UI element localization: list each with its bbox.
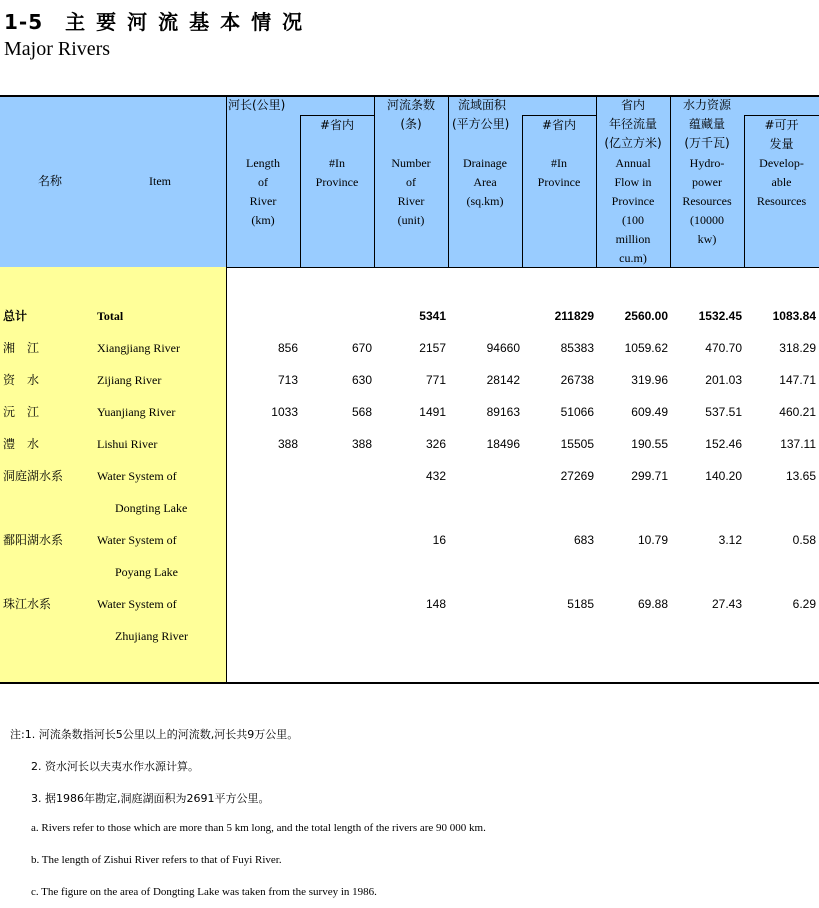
table-bottom-border <box>0 682 819 684</box>
cell-length: 856 <box>277 341 298 355</box>
cell-dev: 6.29 <box>792 597 816 611</box>
row-name-cn: 珠江水系 <box>3 597 52 611</box>
cell-length-in: 568 <box>351 405 372 419</box>
cell-number: 5341 <box>419 309 446 323</box>
row-item-en: Water System of <box>97 597 177 611</box>
cell-hydro: 140.20 <box>705 469 742 483</box>
header-area-en: Drainage Area (sq.km) <box>463 156 507 208</box>
row-item-en: Poyang Lake <box>115 565 178 579</box>
page-title-en: Major Rivers <box>4 38 111 60</box>
cell-area-in: 15505 <box>560 437 594 451</box>
row-name-cn: 总计 <box>3 309 28 323</box>
row-item-en: Lishui River <box>97 437 158 451</box>
header-number-en: Number of River (unit) <box>391 156 431 227</box>
cell-area-in: 211829 <box>554 309 594 323</box>
cell-dev: 13.65 <box>785 469 816 483</box>
cell-dev: 147.71 <box>779 373 816 387</box>
row-name-cn: 沅 江 <box>3 405 40 419</box>
header-hydro-cn: 水力资源 蕴藏量 (万千瓦) <box>682 98 731 150</box>
cell-flow: 319.96 <box>631 373 668 387</box>
cell-flow: 299.71 <box>631 469 668 483</box>
row-name-cn: 洞庭湖水系 <box>3 469 64 483</box>
footnote: b. The length of Zishui River refers to that of Fuyi River. <box>31 854 282 866</box>
table-number: 1-5 <box>4 10 44 34</box>
cell-dev: 137.11 <box>780 437 816 451</box>
header-in-province-2-cn: #省内 <box>541 118 577 132</box>
title-cn-text: 主要河流基本情况 <box>65 10 314 34</box>
cell-hydro: 3.12 <box>718 533 742 547</box>
cell-number: 2157 <box>419 341 446 355</box>
cell-length-in: 670 <box>351 341 372 355</box>
header-flow-cn: 省内 年径流量 (亿立方米) <box>604 98 662 150</box>
row-item-en: Zijiang River <box>97 373 162 387</box>
header-area-cn: 流域面积 (平方公里) <box>452 98 510 131</box>
row-name-cn: 资 水 <box>3 373 40 387</box>
header-in-province-1-en: #In Province <box>315 156 359 189</box>
footnote: 注:1. 河流条数指河长5公里以上的河流数,河长共9万公里。 <box>10 728 299 741</box>
cell-area-in: 26738 <box>560 373 594 387</box>
cell-number: 326 <box>425 437 446 451</box>
header-number-cn: 河流条数 (条) <box>386 98 435 131</box>
cell-area-in: 27269 <box>560 469 594 483</box>
header-in-province-2-en: #In Province <box>537 156 581 189</box>
row-item-en: Zhujiang River <box>115 629 188 643</box>
cell-area: 89163 <box>486 405 520 419</box>
cell-hydro: 470.70 <box>705 341 742 355</box>
cell-area-in: 683 <box>573 533 594 547</box>
cell-area-in: 5185 <box>567 597 594 611</box>
row-name-cn: 湘 江 <box>3 341 40 355</box>
cell-hydro: 1532.45 <box>698 309 742 323</box>
footnote: 3. 据1986年勘定,洞庭湖面积为2691平方公里。 <box>31 792 270 805</box>
row-name-cn: 澧 水 <box>3 437 40 451</box>
cell-dev: 0.58 <box>792 533 816 547</box>
header-name-cn: 名称 <box>37 174 62 188</box>
cell-number: 1491 <box>419 405 446 419</box>
header-developable-en: Develop- able Resources <box>756 156 807 208</box>
cell-number: 771 <box>425 373 446 387</box>
cell-length: 388 <box>277 437 298 451</box>
row-item-en: Water System of <box>97 533 177 547</box>
cell-dev: 460.21 <box>779 405 816 419</box>
cell-number: 16 <box>432 533 446 547</box>
footnote: 2. 资水河长以夫夷水作水源计算。 <box>31 760 199 773</box>
cell-flow: 2560.00 <box>624 309 668 323</box>
cell-dev: 318.29 <box>779 341 816 355</box>
cell-hydro: 201.03 <box>705 373 742 387</box>
cell-dev: 1083.84 <box>772 309 816 323</box>
row-item-en: Xiangjiang River <box>97 341 180 355</box>
header-length-cn: 河长(公里) <box>228 98 286 112</box>
cell-area-in: 51066 <box>560 405 594 419</box>
header-flow-en: Annual Flow in Province (100 million cu.m) <box>611 156 655 265</box>
header-developable-cn: #可开 发量 <box>764 118 799 151</box>
row-item-en: Yuanjiang River <box>97 405 176 419</box>
cell-flow: 69.88 <box>637 597 668 611</box>
footnote: a. Rivers refer to those which are more than 5 km long, and the total length of the rivers are 90 000 km. <box>31 822 486 834</box>
row-name-cn: 鄱阳湖水系 <box>3 533 64 547</box>
cell-flow: 190.55 <box>631 437 668 451</box>
cell-length: 1033 <box>271 405 298 419</box>
row-item-en: Dongting Lake <box>115 501 188 515</box>
header-bottom-line <box>226 267 819 268</box>
header-in-province-1-cn: #省内 <box>319 118 355 132</box>
cell-flow: 1059.62 <box>624 341 668 355</box>
cell-number: 432 <box>425 469 446 483</box>
header-item: Item <box>149 174 171 188</box>
cell-area: 94660 <box>486 341 520 355</box>
row-item-en: Water System of <box>97 469 177 483</box>
cell-area: 28142 <box>486 373 520 387</box>
cell-length-in: 630 <box>351 373 372 387</box>
cell-length: 713 <box>277 373 298 387</box>
cell-hydro: 152.46 <box>705 437 742 451</box>
header-length-en: Length of River (km) <box>246 156 280 227</box>
footnote: c. The figure on the area of Dongting Lake was taken from the survey in 1986. <box>31 886 377 898</box>
row-item-en: Total <box>97 309 124 323</box>
cell-number: 148 <box>425 597 446 611</box>
cell-hydro: 27.43 <box>711 597 742 611</box>
cell-area-in: 85383 <box>560 341 594 355</box>
cell-area: 18496 <box>486 437 520 451</box>
cell-flow: 10.79 <box>637 533 668 547</box>
cell-length-in: 388 <box>351 437 372 451</box>
cell-hydro: 537.51 <box>705 405 742 419</box>
header-hydro-en: Hydro- power Resources (10000 kw) <box>682 156 732 246</box>
page-title-cn <box>4 6 313 35</box>
cell-flow: 609.49 <box>631 405 668 419</box>
